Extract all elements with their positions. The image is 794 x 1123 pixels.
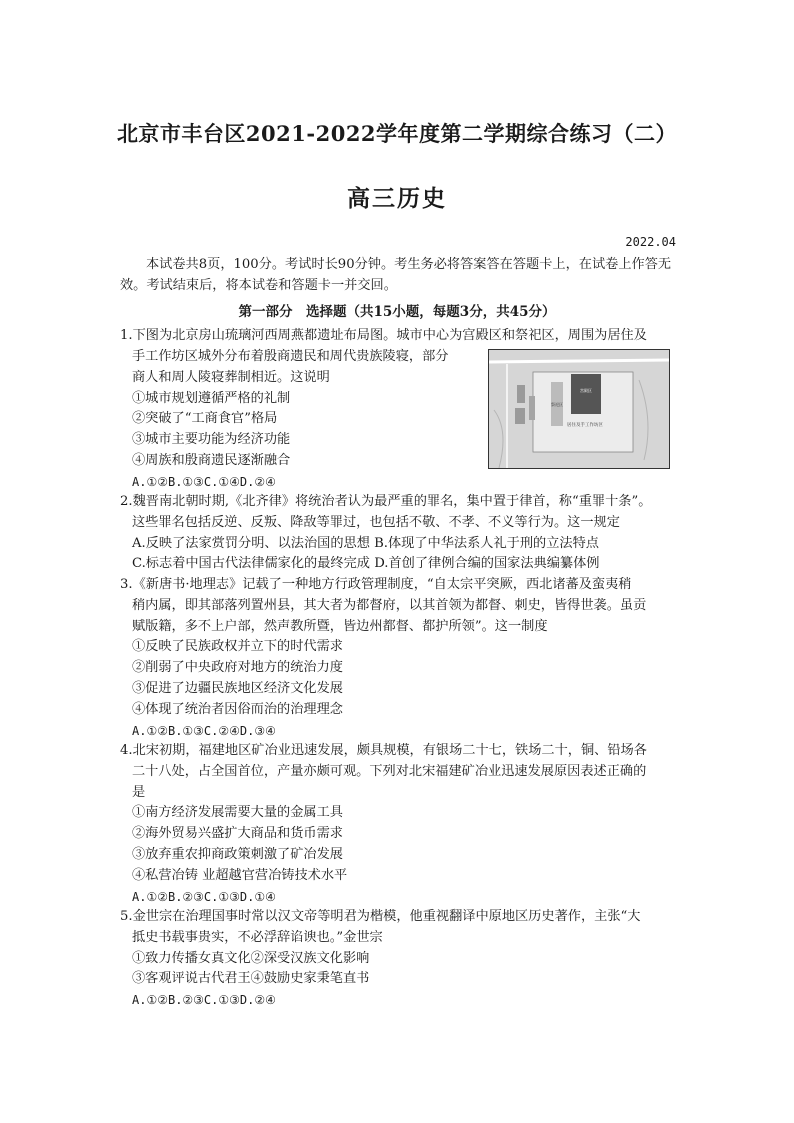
question-1-options: A.①②B.①③C.①④D.②④ [132, 474, 276, 489]
question-3-line: 赋版籍，多不上户部，然声教所暨，皆边州都督、都护所领”。这一制度 [132, 618, 548, 634]
question-1-body [132, 347, 477, 493]
exam-title: 北京市丰台区2021-2022学年度第二学期综合练习（二） [116, 121, 678, 146]
question-4-line: 二十八处，占全国首位，产量亦颇可观。下列对北宋福建矿冶业迅速发展原因表述正确的 [132, 763, 647, 779]
question-1-stem-b: 手工作坊区城外分布着殷商遗民和周代贵族陵寝，部分 [132, 349, 449, 364]
exam-instructions: 本试卷共8页，100分。考试时长90分钟。考生务必将答案答在答题卡上，在试卷上作答无效。考试结束后，将本试卷和答题卡一并交回。 [120, 257, 672, 293]
site-layout-map-graphic [489, 350, 669, 468]
question-3-line: 3.《新唐书·地理志》记载了一种地方行政管理制度，“自太宗平突厥，西北诸蕃及蛮夷稍 [120, 577, 632, 592]
question-3 [120, 575, 680, 741]
question-3-item: ②削弱了中央政府对地方的统治力度 [132, 660, 343, 676]
palace-area-label: 宫殿区 [580, 388, 592, 393]
question-5-item: ①致力传播女真文化②深受汉族文化影响 [132, 950, 370, 966]
residence-area-label: 居住及手工作坊区 [567, 423, 603, 428]
question-4 [120, 741, 680, 907]
site-layout-map [488, 349, 670, 469]
question-1-item: ④周族和殷商遗民逐渐融合 [132, 452, 291, 468]
ritual-area-label: 祭祀区 [551, 402, 563, 407]
question-1-stem-c: 商人和周人陵寝葬制相近。这说明 [132, 369, 330, 385]
question-4-item: ④私营冶铸 业超越官营冶铸技术水平 [132, 867, 348, 883]
question-3-item: ③促进了边疆民族地区经济文化发展 [132, 680, 343, 696]
question-4-item: ②海外贸易兴盛扩大商品和货币需求 [132, 826, 343, 842]
question-3-item: ①反映了民族政权并立下的时代需求 [132, 639, 343, 655]
question-5-line: 抵史书载事贵实，不必浮辞谄谀也。”金世宗 [132, 929, 383, 945]
question-4-line: 4.北宋初期，福建地区矿冶业迅速发展，颇具规模，有银场二十七，铁场二十，铜、铅场各 [120, 743, 647, 758]
question-2-line: 2.魏晋南北朝时期,《北齐律》将统治者认为最严重的罪名，集中置于律首，称“重罪十条”。 [120, 494, 652, 509]
question-3-line: 稍内属，即其部落列置州县，其大者为都督府，以其首领为都督、刺史，皆得世袭。虽贡 [132, 597, 647, 613]
question-4-item: ③放弃重农抑商政策刺激了矿冶发展 [132, 846, 343, 862]
exam-date: 2022.04 [625, 235, 676, 249]
question-1-item: ①城市规划遵循严格的礼制 [132, 390, 291, 406]
question-4-line: 是 [132, 784, 146, 800]
question-5-line: 5.金世宗在治理国事时常以汉文帝等明君为楷模，他重视翻译中原地区历史著作，主张“大 [120, 909, 641, 924]
question-2-option-line: C.标志着中国古代法律儒家化的最终完成 D.首创了律例合编的国家法典编纂体例 [132, 556, 600, 572]
question-1-item: ②突破了“工商食官”格局 [132, 411, 278, 427]
question-1-item: ③城市主要功能为经济功能 [132, 432, 291, 448]
question-2 [120, 492, 680, 575]
question-4-options: A.①②B.②③C.①③D.①④ [132, 889, 276, 904]
question-3-options: A.①②B.①③C.②④D.③④ [132, 723, 276, 738]
question-3-item: ④体现了统治者因俗而治的治理理念 [132, 701, 343, 717]
question-2-option-line: A.反映了法家赏罚分明、以法治国的思想 B.体现了中华法系人礼于刑的立法特点 [132, 535, 599, 551]
question-2-line: 这些罪名包括反逆、反叛、降敌等罪过，也包括不敬、不孝、不义等行为。这一规定 [132, 514, 620, 530]
question-5 [120, 907, 680, 1011]
question-4-item: ①南方经济发展需要大量的金属工具 [132, 805, 343, 821]
question-5-item: ③客观评说古代君王④鼓励史家秉笔直书 [132, 971, 370, 987]
question-1 [120, 326, 680, 347]
question-5-options: A.①②B.②③C.①③D.②④ [132, 993, 276, 1008]
exam-subtitle: 高三历史 [347, 185, 447, 212]
question-1-stem-a: 1.下图为北京房山琉璃河西周燕都遗址布局图。城市中心为宫殿区和祭祀区，周围为居住及 [120, 328, 647, 343]
section-heading: 第一部分 选择题（共15小题，每题3分，共45分） [238, 304, 556, 320]
